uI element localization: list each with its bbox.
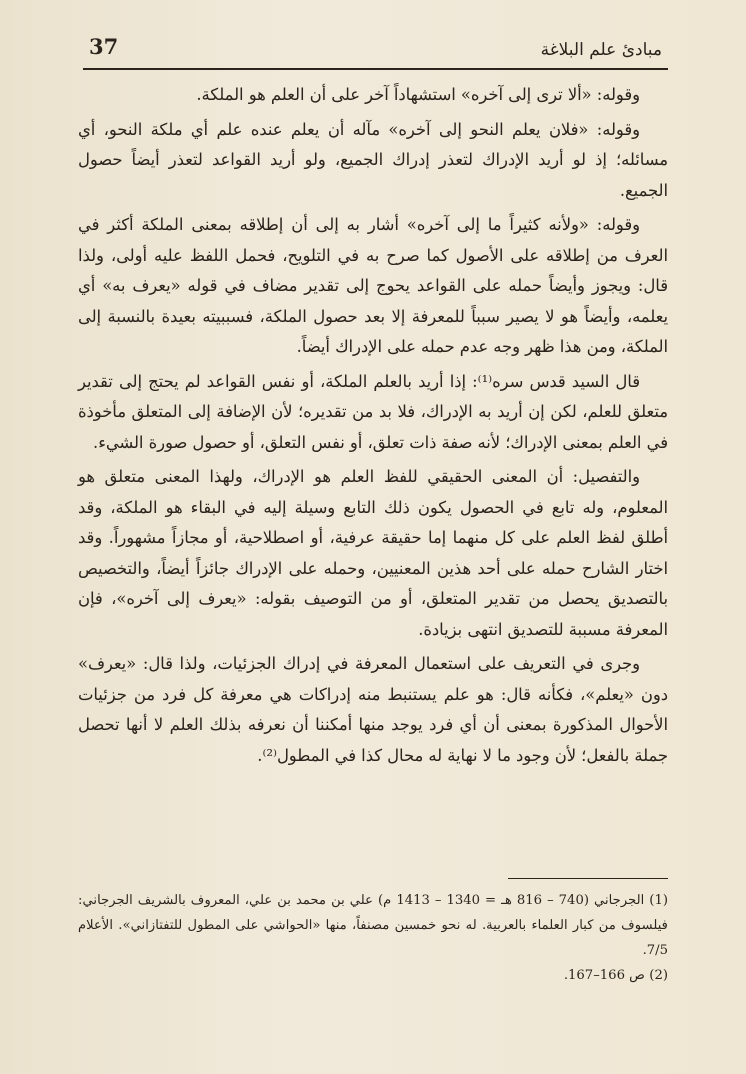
footnotes — [78, 888, 668, 988]
paragraph: وقوله: «فلان يعلم النحو إلى آخره» مآله أن يعلم عنده علم أي ملكة النحو، أي مسائله؛ إذ لو أريد الإدراك لتعذر إدراك الجميع، ولو أريد القواعد لتعذر أيضاً حصول الجميع. — [78, 119, 668, 200]
page-header — [83, 30, 668, 70]
page-number: 37 — [89, 34, 119, 59]
paragraph: قال السيد قدس سره⁽¹⁾: إذا أريد بالعلم الملكة، أو نفس القواعد لم يحتج إلى تقدير متعلق للعلم، لكن إن أريد به الإدراك، فلا بد من تقديره؛ لأن الإضافة إلى المتعلق مأخوذة في العلم بمعنى الإدراك؛ لأنه صفة ذات تعلق، أو نفس التعلق، أو حصول صورة الشيء. — [78, 371, 668, 452]
running-title: مبادئ علم البلاغة — [540, 40, 662, 60]
footnote-divider — [508, 878, 668, 879]
main-text — [78, 80, 668, 775]
paragraph: والتفصيل: أن المعنى الحقيقي للفظ العلم هو الإدراك، ولهذا المعنى متعلق هو المعلوم، وله تابع في الحصول يكون ذلك التابع وسيلة إليه في البقاء هو الملكة، وقد أطلق لفظ العلم على كل منهما إما حقيقة عرفية، أو اصطلاحية، أو مجازاً مشهوراً. وقد اختار الشارح حمله على أحد هذين المعنيين، وحمله على الإدراك جائزاً أيضاً، والتخصيص بالتصديق يحصل من تقدير المتعلق، أو من التوصيف بقوله: «يعرف إلى آخره»، فإن المعرفة مسببة للتصديق انتهى بزيادة. — [78, 467, 668, 639]
paragraph: وقوله: «ولأنه كثيراً ما إلى آخره» أشار به إلى أن إطلاقه بمعنى الملكة أكثر في العرف من إطلاقه على الأصول كما صرح به في التلويح، فحمل اللفظ عليه أولى، ولذا قال: ويجوز وأيضاً حمله على القواعد يحوج إلى تقدير مضاف في قوله «يعرف به» أي يعلمه، وأيضاً هو لا يصير سبباً للمعرفة إلا بعد حصول الملكة، فسببيته بعيدة بالنسبة إلى الملكة، ومن هذا ظهر وجه عدم حمله على الإدراك أيضاً. — [78, 215, 668, 356]
paragraph: وقوله: «ألا ترى إلى آخره» استشهاداً آخر على أن العلم هو الملكة. — [196, 85, 640, 104]
footnote: (2) ص 166–167. — [563, 968, 668, 983]
footnote: (1) الجرجاني (740 – 816 هـ = 1340 – 1413 م) علي بن محمد بن علي، المعروف بالشريف الجرجاني: فيلسوف من كبار العلماء بالعربية. له نحو خمسين مصنفاً، منها «الحواشي على المطول للتفتازاني». الأعلام 7/5. — [78, 893, 668, 958]
paragraph: وجرى في التعريف على استعمال المعرفة في إدراك الجزئيات، ولذا قال: «يعرف» دون «يعلم»، فكأنه قال: هو علم يستنبط منه إدراكات هي معرفة كل فرد من جزئيات الأحوال المذكورة بمعنى أن أي فرد يوجد منها أمكننا أن نعرفه بذلك العلم لا أنها تحصل جملة بالفعل؛ لأن وجود ما لا نهاية له محال كذا في المطول⁽²⁾. — [78, 654, 668, 765]
